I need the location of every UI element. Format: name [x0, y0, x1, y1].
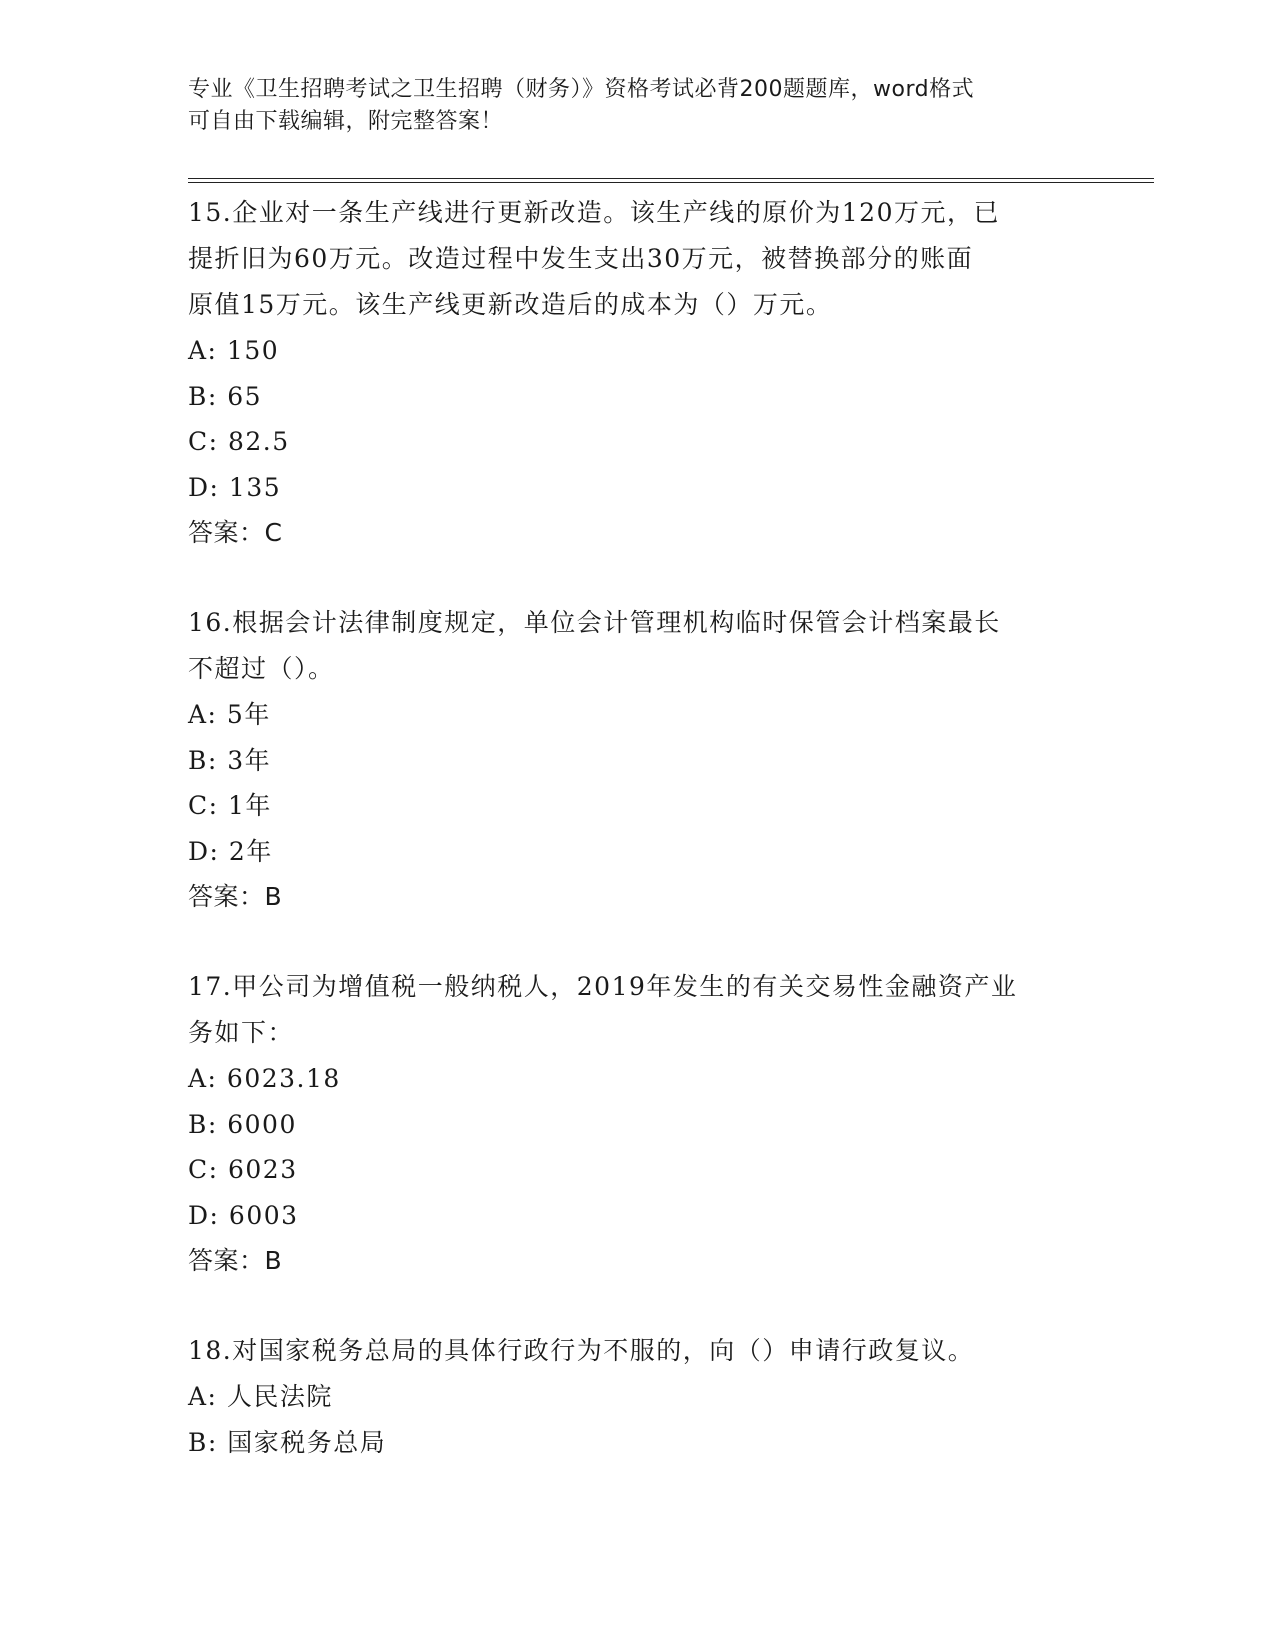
document-header [188, 74, 1068, 138]
option-c: C: 6023 [188, 1155, 298, 1184]
header-divider-bottom [188, 182, 1154, 183]
option-a: A: 150 [188, 336, 280, 365]
option-b: B: 65 [188, 381, 263, 411]
question-text-line: 提折旧为60万元。改造过程中发生支出30万元，被替换部分的账面 [188, 244, 974, 273]
option-b: B: 3年 [188, 745, 272, 775]
question-16 [188, 600, 1088, 920]
question-text-line: 务如下： [188, 1018, 295, 1047]
question-text-line: 不超过（）。 [188, 654, 335, 683]
option-a: A: 5年 [188, 700, 271, 729]
header-line-1: 专业《卫生招聘考试之卫生招聘（财务）》资格考试必背200题题库，word格式 [188, 77, 975, 102]
option-a: A: 人民法院 [188, 1382, 333, 1411]
question-text-line: 原值15万元。该生产线更新改造后的成本为（）万元。 [188, 290, 833, 319]
question-list [188, 190, 1088, 1509]
option-c: C: 1年 [188, 791, 272, 820]
question-17 [188, 964, 1088, 1284]
option-b: B: 国家税务总局 [188, 1427, 387, 1457]
question-text-line: 15.企业对一条生产线进行更新改造。该生产线的原价为120万元，已 [188, 198, 1000, 227]
option-c: C: 82.5 [188, 427, 290, 456]
question-15 [188, 190, 1088, 556]
question-text-line: 16.根据会计法律制度规定，单位会计管理机构临时保管会计档案最长 [188, 608, 1001, 637]
header-line-2: 可自由下载编辑，附完整答案！ [188, 109, 504, 134]
question-text-line: 17.甲公司为增值税一般纳税人，2019年发生的有关交易性金融资产业 [188, 972, 1018, 1001]
header-divider-top [188, 178, 1154, 179]
question-text-line: 18.对国家税务总局的具体行政行为不服的，向（）申请行政复议。 [188, 1336, 975, 1365]
option-d: D: 135 [188, 472, 282, 502]
question-18 [188, 1328, 1088, 1465]
option-d: D: 2年 [188, 836, 273, 866]
option-b: B: 6000 [188, 1109, 297, 1139]
answer-label: 答案：B [188, 1246, 283, 1275]
answer-label: 答案：B [188, 882, 283, 911]
option-d: D: 6003 [188, 1200, 299, 1230]
answer-label: 答案：C [188, 518, 283, 547]
option-a: A: 6023.18 [188, 1064, 341, 1093]
